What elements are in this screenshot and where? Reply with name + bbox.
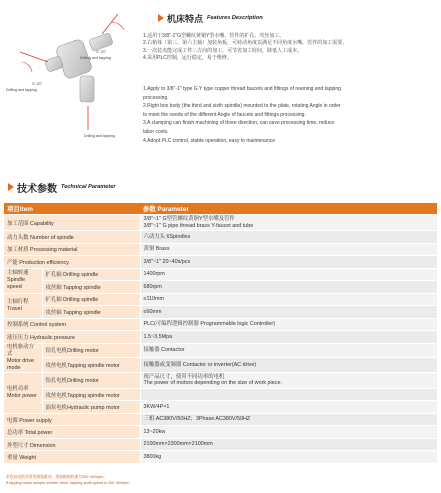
row-label: 加工范围 Capability [4,215,140,231]
row-value: 视产品尺寸，使用不同功率的电机 The power of motors depending on the size of work piece. [140,372,437,388]
diagram-label-angle-top: 3°-20° [96,50,107,54]
heading-triangle-icon [158,14,164,22]
features-list-cn [143,33,347,63]
row-value: PLC(可编程逻辑控制器 Programmable logic Controller) [140,318,437,331]
diagram-label-drilling-left: Drilling and tapping [6,88,37,92]
row-sub-label: 扩孔轴 Drilling spindle [42,268,140,281]
feature-en-4: 4.Adopt PLC control, stable operation, easy to maintenance [143,137,276,144]
row-value: 13~20kw [140,426,437,439]
table-row [4,243,437,256]
params-title-en: Technical Parameter [61,184,116,190]
table-row [4,372,437,388]
heading-triangle-icon [8,183,14,191]
table-row [4,306,437,319]
row-value: 3/8"~1" G型管螺纹黄铜Y型水嘴及管件 3/8"~1" G pipe thread brass Y-faucet and tube [140,215,437,231]
table-row [4,331,437,344]
table-row [4,281,437,294]
table-row [4,438,437,451]
features-title-en: Features Description [207,15,263,21]
table-row [4,231,437,244]
row-label: 加工材质 Processing material [4,243,140,256]
row-sub-label: 攻丝轴 Tapping spindle [42,306,140,319]
row-value: 1400rpm [140,268,437,281]
row-value: 三相 AC380V/50HZ；3Phase AC380V/50HZ [140,413,437,426]
header-parameter: 参数 Parameter [140,203,437,215]
row-label: 控制系统 Control system [4,318,140,331]
row-group-label: 电机驱动方式 Motor drive mode [4,343,42,372]
faucet-machining-diagram [0,0,150,140]
row-sub-label: 扩孔轴 Drilling spindle [42,293,140,306]
row-sub-label: 攻丝轴 Tapping spindle [42,281,140,294]
row-value: 3KW/4P×1 [140,401,437,414]
row-label: 动力头数 Number of spindle [4,231,140,244]
row-value: ≤60mm [140,306,437,319]
features-heading [158,11,263,25]
table-body [4,215,437,464]
table-row [4,268,437,281]
row-group-label: 主轴行程 Travel [4,293,42,318]
table-row [4,318,437,331]
row-sub-label: 油泵电机Hydraulic pump motor [42,401,140,414]
row-sub-label: 钻孔电机Drilling motor [42,372,140,388]
row-value: 3800kg [140,451,437,464]
row-sub-label: 攻丝电机Tapping spindle motor [42,358,140,373]
table-row [4,343,437,358]
row-label: 液压压力 Hydraulic pressure [4,331,140,344]
feature-en-1a: 1.Apply to 3/8"-1" type G Y type copper thread faucets and fittings of reaming and tapping [143,86,341,92]
technical-parameter-table [4,203,437,464]
row-label: 总功率 Total power [4,426,140,439]
row-value: 2100mm×2300mm×2100mm [140,438,437,451]
table-row [4,388,437,401]
row-value: 六动力头 6Spindles [140,231,437,244]
table-row [4,256,437,269]
diagram-label-drilling-top: Drilling and tapping [80,56,111,60]
feature-cn-2: 2.右箱体（第三、第六主轴）加装角板，可转动角度以满足不同角度水嘴、管件的加工需要。 [143,40,348,47]
row-group-label: 电机功率 Motor power [4,372,42,413]
header-item: 项目Item [4,203,140,215]
row-group-label: 主轴转速 Spindle speed [4,268,42,293]
feature-cn-3: 3.一次装夹能完成工件三方向的加工，可节省加工时间，降低人工成本。 [143,47,303,54]
faucet-diagram-svg [0,0,150,140]
row-label: 重量 Weight [4,451,140,464]
row-value: 1.5~3.5Mpa [140,331,437,344]
feature-cn-1: 1.适用于3/8"-1"G型螺纹黄铜Y型水嘴、管件的扩孔、攻丝加工。 [143,33,285,39]
feature-en-2b: to meet the needs of the different Angle of faucets and fittings processing. [143,111,306,118]
footnote-cn: 若攻丝电机采用变频器驱动，攻丝轴的转速为200~800rpm。 [6,475,108,479]
table-row [4,293,437,306]
diagram-label-drilling-bottom: Drilling and tapping [84,134,115,138]
row-label: 产能 Production efficiency [4,256,140,269]
features-list-en [143,85,341,145]
feature-cn-4: 4.采用PLC控制，运行稳定，易于维修。 [143,55,232,62]
row-value: 680rpm [140,281,437,294]
feature-en-1b: processing. [143,94,169,101]
features-title-cn: 机床特点 [167,13,204,24]
row-label: 外型尺寸 Dimension [4,438,140,451]
table-row [4,358,437,373]
row-value: 接触器 Contactor [140,343,437,358]
row-sub-label: 攻丝电机Tapping spindle motor [42,388,140,401]
row-value [140,388,437,401]
table-row [4,426,437,439]
row-label: 电源 Power supply [4,413,140,426]
row-value: 接触器或变频器 Contactor or inverter(AC drive) [140,358,437,373]
feature-en-2a: 2.Right box body (the third and sixth spindle) mounted to the plate, rotating Angle in order [143,103,341,110]
diagram-label-angle-left: 3°-20° [32,82,43,86]
footnote-en: If tapping motor adopts inverter drive, tapping shaft speed is 200~800rpm [6,481,130,485]
row-value: 3/8"~1" 20~40s/pcs [140,256,437,269]
table-row [4,401,437,414]
params-heading [8,180,116,194]
feature-en-3b: labor costs. [143,128,169,135]
feature-en-3a: 3.A clamping can finish machining of three direction, can save processing time, reduce [143,120,335,127]
row-value: ≤110mm [140,293,437,306]
table-row [4,215,437,231]
table-row [4,451,437,464]
row-value: 黄铜 Brass [140,243,437,256]
table-row [4,413,437,426]
params-title-cn: 技术参数 [17,183,57,195]
row-sub-label: 钻孔电机Drilling motor [42,343,140,358]
table-header-row [4,203,437,215]
